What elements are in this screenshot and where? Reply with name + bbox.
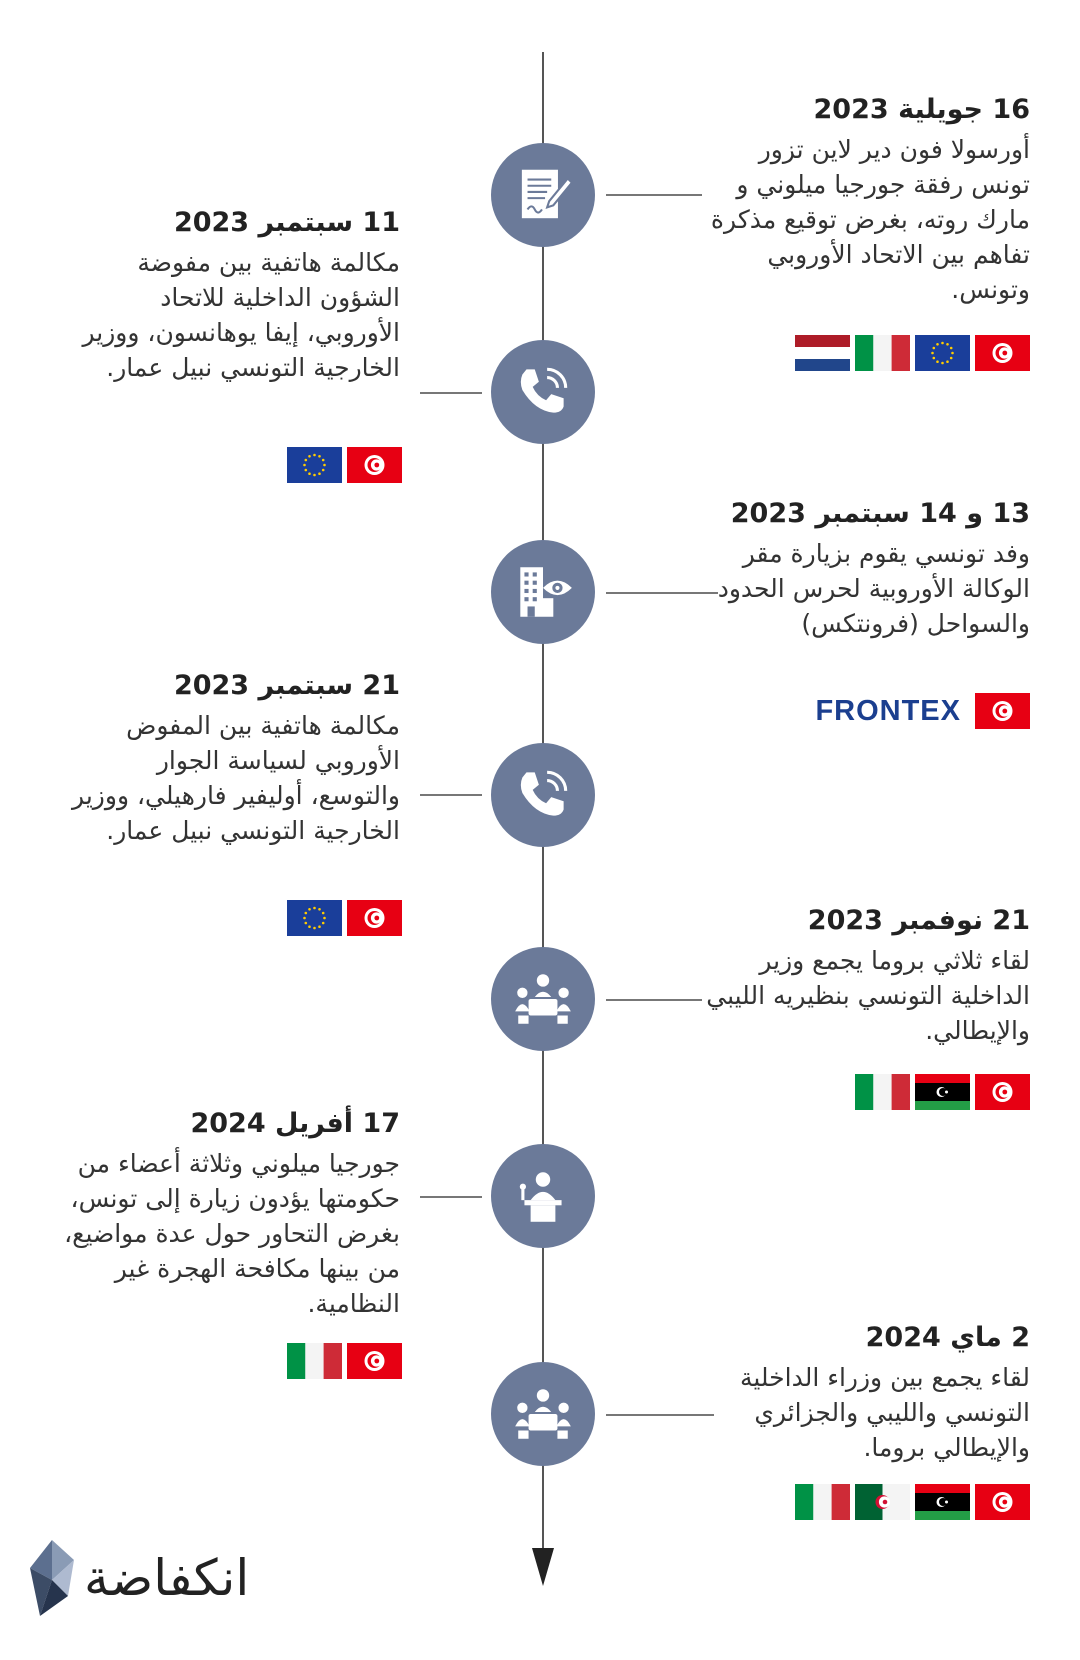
event-1-text: أورسولا فون دير لاين تزور تونس رفقة جورجيا ميلوني و مارك روته، بغرض توقيع مذكرة تفاهم بين الاتحاد الأوروبي وتونس. (710, 135, 1030, 304)
event-3 (700, 496, 1030, 641)
event-6-date: 17 أفريل 2024 (190, 1108, 400, 1139)
brand-logo (30, 1540, 249, 1616)
frontex-logo: FRONTEX (815, 695, 961, 727)
eu-flag-icon (287, 447, 342, 483)
italy-flag-icon (287, 1343, 342, 1379)
netherlands-flag-icon (795, 335, 850, 371)
event-1-date: 16 جويلية 2023 (813, 94, 1030, 125)
connector-6 (420, 1196, 482, 1198)
tunisia-flag-icon (975, 1074, 1030, 1110)
event-5 (700, 903, 1030, 1048)
event-6 (40, 1106, 400, 1321)
brand-name: انكفاضة (84, 1549, 250, 1607)
italy-flag-icon (855, 1074, 910, 1110)
italy-flag-icon (855, 335, 910, 371)
event-4-text: مكالمة هاتفية بين المفوض الأوروبي لسياسة الجوار والتوسع، أوليفير فارهيلي، ووزير الخارجية التونسي نبيل عمار. (72, 711, 400, 845)
brand-mark-icon (30, 1540, 74, 1616)
event-7 (700, 1320, 1030, 1465)
meeting-icon (510, 1381, 576, 1447)
connector-1 (606, 194, 702, 196)
event-1-flags (795, 335, 1030, 371)
phone-call-icon (510, 359, 576, 425)
eu-flag-icon (287, 900, 342, 936)
node-document-signing (491, 143, 595, 247)
node-speaker-podium (491, 1144, 595, 1248)
event-2 (60, 205, 400, 385)
libya-flag-icon (915, 1074, 970, 1110)
node-phone-call-2 (491, 743, 595, 847)
event-3-text: وفد تونسي يقوم بزيارة مقر الوكالة الأوروبية لحرس الحدود والسواحل (فرونتكس) (717, 539, 1030, 638)
tunisia-flag-icon (975, 335, 1030, 371)
event-2-flags (287, 447, 402, 483)
event-6-flags (287, 1343, 402, 1379)
speaker-podium-icon (510, 1163, 576, 1229)
connector-5 (606, 999, 702, 1001)
event-5-date: 21 نوفمبر 2023 (807, 905, 1030, 936)
node-meeting-2 (491, 1362, 595, 1466)
connector-7 (606, 1414, 714, 1416)
phone-call-icon (510, 762, 576, 828)
event-1 (700, 92, 1030, 307)
node-building-eye (491, 540, 595, 644)
event-7-text: لقاء يجمع بين وزراء الداخلية التونسي والليبي والجزائري والإيطالي بروما. (739, 1363, 1030, 1462)
event-3-flags (815, 693, 1030, 729)
timeline-arrow-head (532, 1548, 554, 1586)
eu-flag-icon (915, 335, 970, 371)
event-6-text: جورجيا ميلوني وثلاثة أعضاء من حكومتها يؤدون زيارة إلى تونس، بغرض التحاور حول عدة مواضيع، من بينها مكافحة الهجرة غير النظامية. (64, 1149, 400, 1318)
node-meeting-1 (491, 947, 595, 1051)
italy-flag-icon (795, 1484, 850, 1520)
tunisia-flag-icon (347, 900, 402, 936)
event-2-date: 11 سبتمبر 2023 (173, 207, 400, 238)
event-4-flags (287, 900, 402, 936)
event-7-flags (795, 1484, 1030, 1520)
event-5-text: لقاء ثلاثي بروما يجمع وزير الداخلية التونسي بنظيريه الليبي والإيطالي. (706, 946, 1030, 1045)
event-4 (60, 668, 400, 848)
connector-4 (420, 794, 482, 796)
algeria-flag-icon (855, 1484, 910, 1520)
tunisia-flag-icon (347, 447, 402, 483)
tunisia-flag-icon (975, 1484, 1030, 1520)
event-7-date: 2 ماي 2024 (865, 1322, 1030, 1353)
document-signing-icon (510, 162, 576, 228)
connector-2 (420, 392, 482, 394)
event-2-text: مكالمة هاتفية بين مفوضة الشؤون الداخلية للاتحاد الأوروبي، إيفا يوهانسون، ووزير الخارجية التونسي نبيل عمار. (82, 248, 400, 382)
tunisia-flag-icon (975, 693, 1030, 729)
meeting-icon (510, 966, 576, 1032)
node-phone-call-1 (491, 340, 595, 444)
event-3-date: 13 و 14 سبتمبر 2023 (730, 498, 1030, 529)
tunisia-flag-icon (347, 1343, 402, 1379)
event-5-flags (855, 1074, 1030, 1110)
event-4-date: 21 سبتمبر 2023 (173, 670, 400, 701)
libya-flag-icon (915, 1484, 970, 1520)
building-eye-icon (510, 559, 576, 625)
